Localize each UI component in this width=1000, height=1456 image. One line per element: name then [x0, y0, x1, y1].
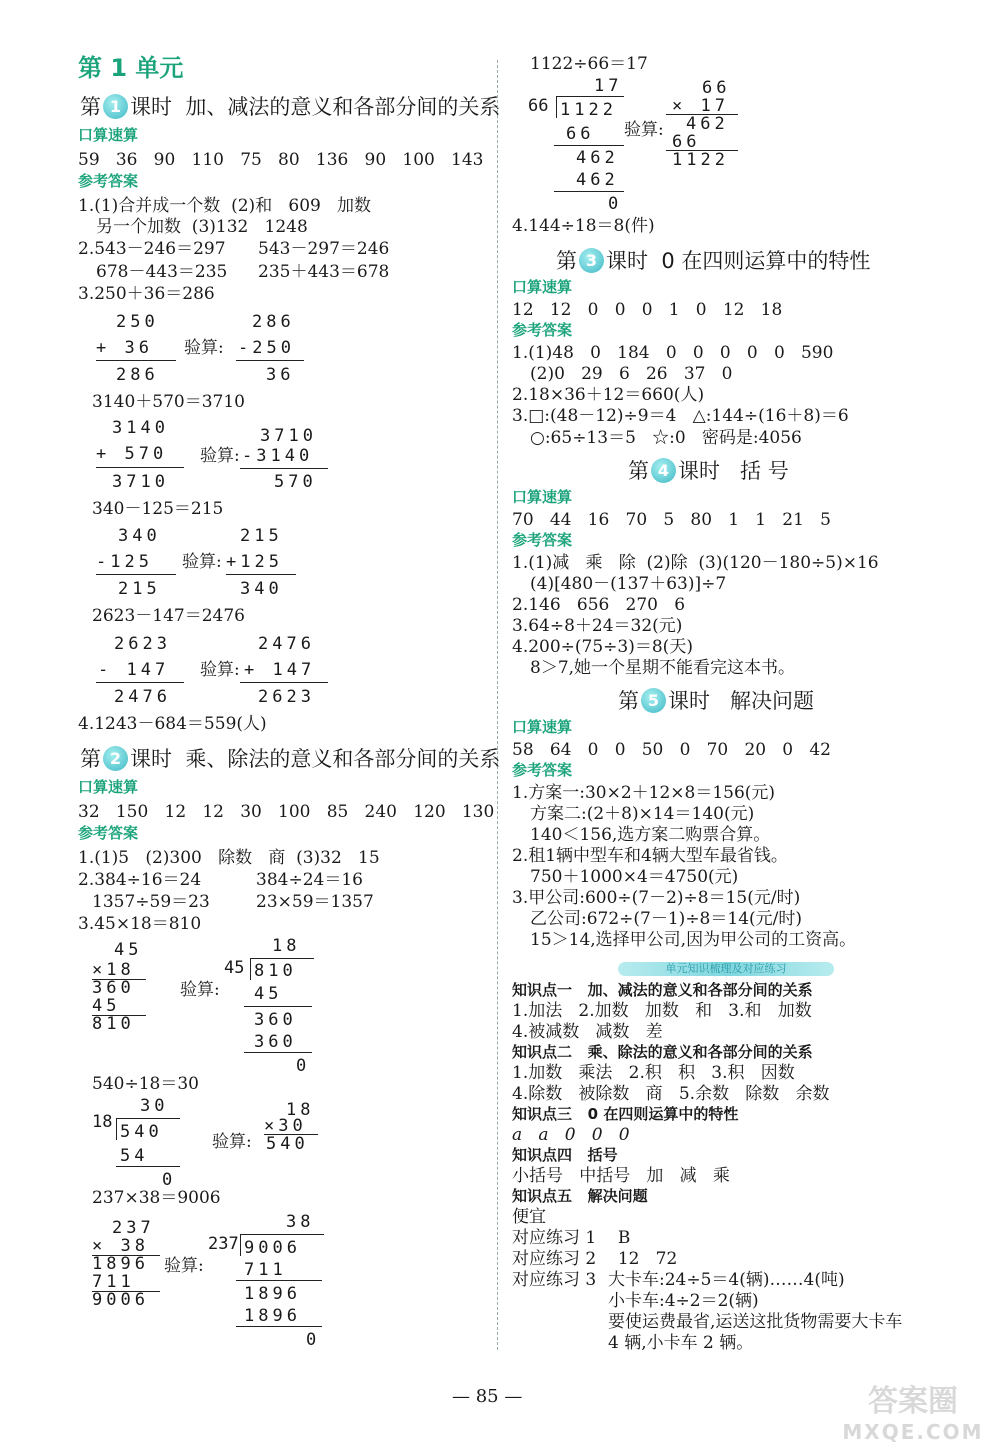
- vertical-calc-digits: 237: [112, 1218, 155, 1238]
- page-number: — 85 —: [452, 1386, 523, 1407]
- divisor: 18: [92, 1112, 113, 1132]
- vertical-calc-digits: 340: [240, 579, 283, 599]
- vertical-calc-digits: -3140: [242, 446, 314, 466]
- answer-line: 方案二:(2＋8)×14＝140(元): [530, 804, 755, 824]
- vertical-calc-digits: 18: [286, 1100, 315, 1120]
- lesson-post: 课时: [606, 249, 648, 273]
- vertical-calc-digits: 360: [254, 1010, 297, 1030]
- vertical-calc-digits: 66: [566, 124, 595, 144]
- answer-line: 384÷24＝16: [256, 870, 363, 890]
- vertical-calc-digits: + 36: [96, 338, 153, 358]
- vertical-calc-digits: 286: [116, 365, 159, 385]
- lesson-pre: 第: [628, 459, 649, 483]
- vertical-calc-digits: + 570: [96, 444, 168, 464]
- answer-line: 8＞7,她一个星期不能看完这本书。: [530, 658, 796, 678]
- vertical-calc-digits: 2623: [114, 634, 171, 654]
- vertical-calc-digits: 9006: [92, 1290, 149, 1310]
- check-label: 验算:: [182, 552, 222, 572]
- practice-line: 4 辆,小卡车 2 辆。: [608, 1333, 754, 1353]
- lesson-1-heading: [80, 94, 500, 119]
- answer-line: 1.(1)5 (2)300 除数 商 (3)32 15: [78, 848, 380, 868]
- vertical-calc-digits: 17: [594, 76, 623, 96]
- knowledge-point-line: 1.加法 2.加数 加数 和 3.和 加数: [512, 1001, 812, 1021]
- kousuan-answers: 12 12 0 0 0 1 0 12 18: [512, 300, 783, 320]
- vertical-calc-digits: 810: [92, 1014, 135, 1034]
- unit-title: 第 1 单元: [78, 54, 184, 82]
- divisor: 66: [528, 96, 549, 116]
- vertical-calc-digits: 360: [92, 978, 135, 998]
- equation: 237×38＝9006: [92, 1188, 221, 1208]
- lesson-4-heading: [628, 458, 789, 483]
- vertical-calc-digits: 38: [286, 1212, 315, 1232]
- kousuan-answers: 59 36 90 110 75 80 136 90 100 143: [78, 150, 484, 170]
- lesson-number-badge: 2: [103, 746, 128, 771]
- lesson-pre: 第: [80, 747, 101, 771]
- lesson-post: 课时: [678, 459, 720, 483]
- vertical-calc-digits: -125: [96, 552, 153, 572]
- answer-line: 2.146 656 270 6: [512, 595, 686, 615]
- kousuan-label: 口算速算: [512, 488, 573, 506]
- knowledge-point-heading: 知识点三 0 在四则运算中的特性: [512, 1105, 739, 1123]
- kousuan-answers: 32 150 12 12 30 100 85 240 120 130: [78, 802, 495, 822]
- vertical-calc-digits: 0: [162, 1170, 177, 1190]
- lesson-number-badge: 3: [579, 248, 604, 273]
- check-label: 验算:: [624, 120, 664, 140]
- answer-line: 4.1243－684＝559(人): [78, 714, 267, 734]
- vertical-calc-digits: 360: [254, 1032, 297, 1052]
- answer-line: 另一个加数 (3)132 1248: [96, 217, 308, 237]
- practice-line: 要使运费最省,运送这批货物需要大卡车: [608, 1312, 903, 1332]
- lesson-title: 解决问题: [730, 689, 815, 713]
- vertical-calc-digits: × 17: [672, 96, 729, 116]
- vertical-calc-digits: 36: [266, 365, 295, 385]
- vertical-calc-digits: × 38: [92, 1236, 149, 1256]
- divisor: 237: [208, 1234, 239, 1254]
- watermark-text: 答案圈: [868, 1384, 958, 1419]
- vertical-calc-digits: 250: [116, 312, 159, 332]
- lesson-post: 课时: [668, 689, 710, 713]
- vertical-calc-digits: 570: [274, 472, 317, 492]
- lesson-number-badge: 4: [651, 458, 676, 483]
- unit-summary-banner: 单元知识梳理及对应练习: [618, 962, 834, 976]
- lesson-2-heading: [80, 746, 500, 771]
- equation: 540÷18＝30: [92, 1074, 199, 1094]
- answer-line: 23×59＝1357: [256, 892, 374, 912]
- answer-line: 2.384÷16＝24: [78, 870, 202, 890]
- knowledge-point-line: 4.被减数 减数 差: [512, 1022, 663, 1042]
- knowledge-point-line: 便宜: [512, 1207, 546, 1227]
- answer-line: 4.200÷(75÷3)＝8(天): [512, 637, 693, 657]
- vertical-calc-digits: 0: [608, 194, 623, 214]
- kousuan-label: 口算速算: [512, 718, 573, 736]
- watermark-logo: [838, 1376, 988, 1446]
- vertical-calc-digits: 1896: [92, 1254, 149, 1274]
- lesson-post: 课时: [130, 747, 172, 771]
- vertical-calc-digits: 45: [114, 940, 143, 960]
- answer-line: 1.方案一:30×2＋12×8＝156(元): [512, 783, 776, 803]
- lesson-number-badge: 5: [641, 688, 666, 713]
- answer-label: 参考答案: [512, 531, 573, 549]
- vertical-calc-digits: 340: [118, 526, 161, 546]
- vertical-calc-digits: 3140: [112, 418, 169, 438]
- lesson-title: 乘、除法的意义和各部分间的关系: [185, 747, 501, 771]
- answer-line: 1.(1)减 乘 除 (2)除 (3)(120－180÷5)×16: [512, 553, 879, 573]
- vertical-calc-digits: 2476: [258, 634, 315, 654]
- vertical-calc-digits: 1896: [244, 1306, 301, 1326]
- lesson-5-heading: [618, 688, 814, 713]
- knowledge-point-line: a a 0 0 0: [512, 1125, 630, 1145]
- vertical-calc-digits: 45: [92, 996, 121, 1016]
- vertical-calc-digits: 462: [576, 148, 619, 168]
- knowledge-point-line: 小括号 中括号 加 减 乘: [512, 1166, 730, 1186]
- vertical-calc-digits: 0: [296, 1056, 311, 1076]
- watermark-url: MXQE.COM: [842, 1420, 984, 1444]
- vertical-calc-digits: 3710: [112, 472, 169, 492]
- answer-line: 750＋1000×4＝4750(元): [530, 867, 739, 887]
- answer-line: 3.甲公司:600÷(7－2)÷8＝15(元/时): [512, 888, 801, 908]
- check-label: 验算:: [184, 338, 224, 358]
- knowledge-point-heading: 知识点一 加、减法的意义和各部分间的关系: [512, 981, 813, 999]
- vertical-calc-digits: 540: [120, 1122, 163, 1142]
- vertical-calc-digits: 54: [120, 1146, 149, 1166]
- vertical-calc-digits: 18: [272, 936, 301, 956]
- answer-line: 2.18×36＋12＝660(人): [512, 385, 705, 405]
- answer-label: 参考答案: [512, 321, 573, 339]
- answer-line: 15＞14,选择甲公司,因为甲公司的工资高。: [530, 930, 857, 950]
- lesson-title: 括 号: [740, 459, 789, 483]
- vertical-calc-digits: ×30: [264, 1116, 307, 1136]
- answer-label: 参考答案: [512, 761, 573, 779]
- check-label: 验算:: [212, 1132, 252, 1152]
- divisor: 45: [224, 958, 245, 978]
- practice-line: 对应练习 2 12 72: [512, 1249, 678, 1269]
- vertical-calc-digits: 1122: [560, 100, 617, 120]
- answer-line: 1357÷59＝23: [92, 892, 210, 912]
- vertical-calc-digits: 711: [244, 1260, 287, 1280]
- vertical-calc-digits: 3710: [260, 426, 317, 446]
- vertical-calc-digits: 215: [118, 579, 161, 599]
- vertical-calc-digits: 540: [266, 1134, 309, 1154]
- vertical-calc-digits: 2476: [114, 687, 171, 707]
- answer-line: 3.64÷8＋24＝32(元): [512, 616, 683, 636]
- column-divider: [497, 60, 498, 1350]
- vertical-calc-digits: +125: [226, 552, 283, 572]
- vertical-calc-digits: 286: [252, 312, 295, 332]
- kousuan-answers: 58 64 0 0 50 0 70 20 0 42: [512, 740, 831, 760]
- practice-line: 对应练习 3: [512, 1270, 597, 1290]
- lesson-pre: 第: [556, 249, 577, 273]
- lesson-pre: 第: [618, 689, 639, 713]
- kousuan-label: 口算速算: [78, 778, 139, 796]
- vertical-calc-digits: 66: [672, 132, 701, 152]
- knowledge-point-heading: 知识点五 解决问题: [512, 1187, 648, 1205]
- vertical-calc-digits: 1896: [244, 1284, 301, 1304]
- lesson-number-badge: 1: [103, 94, 128, 119]
- answer-label: 参考答案: [78, 172, 139, 190]
- check-label: 验算:: [200, 660, 240, 680]
- answer-line: (2)0 29 6 26 37 0: [530, 364, 733, 384]
- vertical-calc-digits: 66: [702, 78, 731, 98]
- check-label: 验算:: [180, 980, 220, 1000]
- equation: 3140＋570＝3710: [92, 392, 245, 412]
- kousuan-label: 口算速算: [78, 126, 139, 144]
- vertical-calc-digits: 711: [92, 1272, 135, 1292]
- equation: 340－125＝215: [92, 499, 224, 519]
- vertical-calc-digits: ×18: [92, 960, 135, 980]
- equation: 1122÷66＝17: [530, 54, 648, 74]
- vertical-calc-digits: 1122: [672, 150, 729, 170]
- vertical-calc-digits: 0: [306, 1330, 321, 1350]
- knowledge-point-line: 4.除数 被除数 商 5.余数 除数 余数: [512, 1084, 830, 1104]
- vertical-calc-digits: 810: [254, 961, 297, 981]
- check-label: 验算:: [200, 446, 240, 466]
- answer-line: ○:65÷13＝5 ☆:0 密码是:4056: [530, 428, 802, 448]
- vertical-calc-digits: 30: [140, 1096, 169, 1116]
- kousuan-answers: 70 44 16 70 5 80 1 1 21 5: [512, 510, 831, 530]
- practice-line: 大卡车:24÷5＝4(辆)……4(吨): [608, 1270, 845, 1290]
- answer-line: 140＜156,选方案二购票合算。: [530, 825, 771, 845]
- vertical-calc-digits: 462: [686, 114, 729, 134]
- vertical-calc-digits: 215: [240, 526, 283, 546]
- answer-line: 3.250＋36＝286: [78, 284, 215, 304]
- lesson-post: 课时: [130, 95, 172, 119]
- knowledge-point-line: 1.加数 乘法 2.积 积 3.积 因数: [512, 1063, 795, 1083]
- vertical-calc-digits: 462: [576, 170, 619, 190]
- answer-line: 4.144÷18＝8(件): [512, 216, 655, 236]
- lesson-3-heading: [556, 248, 870, 273]
- answer-line: 543－297＝246: [258, 239, 390, 259]
- answer-line: 235＋443＝678: [258, 262, 390, 282]
- answer-line: 3.45×18＝810: [78, 914, 202, 934]
- practice-line: 对应练习 1 B: [512, 1228, 631, 1248]
- vertical-calc-digits: 2623: [258, 687, 315, 707]
- equation: 2623－147＝2476: [92, 606, 245, 626]
- answer-line: 1.(1)48 0 184 0 0 0 0 0 590: [512, 343, 834, 363]
- vertical-calc-digits: - 147: [98, 660, 170, 680]
- answer-label: 参考答案: [78, 824, 139, 842]
- vertical-calc-digits: + 147: [244, 660, 316, 680]
- check-label: 验算:: [164, 1256, 204, 1276]
- answer-line: (4)[480－(137＋63)]÷7: [530, 574, 727, 594]
- vertical-calc-digits: -250: [238, 338, 295, 358]
- practice-line: 小卡车:4÷2＝2(辆): [608, 1291, 759, 1311]
- answer-line: 678－443＝235: [96, 262, 228, 282]
- kousuan-label: 口算速算: [512, 278, 573, 296]
- answer-line: 3.□:(48－12)÷9＝4 △:144÷(16＋8)＝6: [512, 406, 849, 426]
- answer-line: 2.租1辆中型车和4辆大型车最省钱。: [512, 846, 788, 866]
- lesson-pre: 第: [80, 95, 101, 119]
- vertical-calc-digits: 45: [254, 984, 283, 1004]
- answer-line: 1.(1)合并成一个数 (2)和 609 加数: [78, 196, 372, 216]
- lesson-title: 0 在四则运算中的特性: [661, 249, 871, 273]
- answer-line: 2.543－246＝297: [78, 239, 226, 259]
- vertical-calc-digits: 9006: [244, 1238, 301, 1258]
- lesson-title: 加、减法的意义和各部分间的关系: [185, 95, 501, 119]
- knowledge-point-heading: 知识点二 乘、除法的意义和各部分间的关系: [512, 1043, 813, 1061]
- answer-line: 乙公司:672÷(7－1)÷8＝14(元/时): [530, 909, 802, 929]
- knowledge-point-heading: 知识点四 括号: [512, 1146, 618, 1164]
